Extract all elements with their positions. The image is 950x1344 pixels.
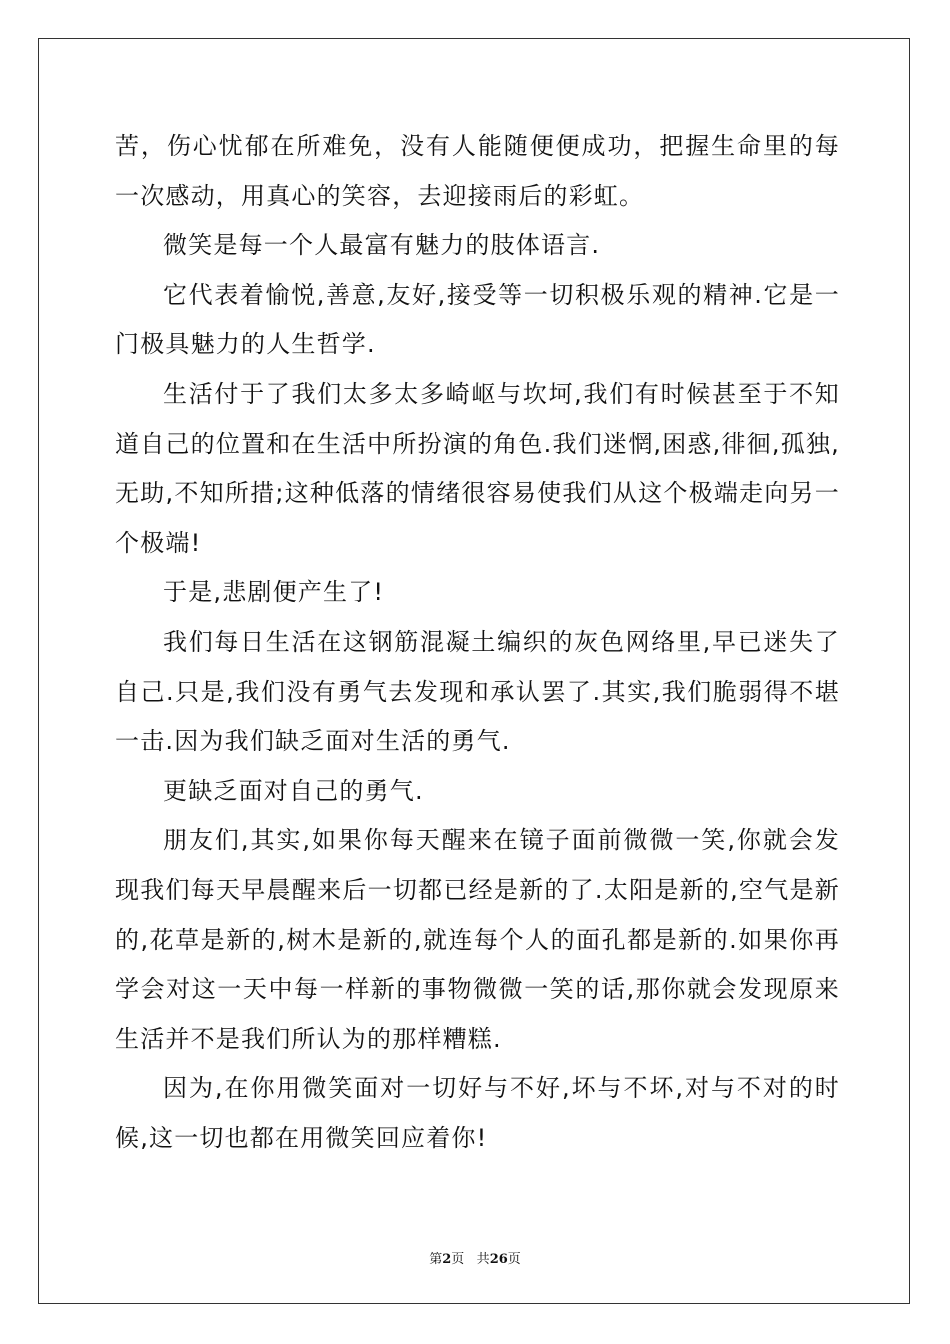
paragraph-9: 因为,在你用微笑面对一切好与不好,坏与不坏,对与不对的时候,这一切也都在用微笑回应着你! bbox=[115, 1074, 840, 1152]
paragraph-3: 它代表着愉悦,善意,友好,接受等一切积极乐观的精神.它是一门极具魅力的人生哲学. bbox=[115, 280, 840, 359]
footer-total-pages: 26 bbox=[489, 1252, 508, 1267]
paragraph-6: 我们每日生活在这钢筋混凝土编织的灰色网络里,早已迷失了自己.只是,我们没有勇气去发现和承认罢了.其实,我们脆弱得不堪一击.因为我们缺乏面对生活的勇气. bbox=[115, 627, 840, 756]
paragraph-1: 苦，伤心忧郁在所难免，没有人能随便便成功，把握生命里的每一次感动，用真心的笑容，去迎接雨后的彩虹。 bbox=[115, 132, 840, 210]
footer-page-prefix: 第 bbox=[429, 1252, 443, 1267]
paragraph-7: 更缺乏面对自己的勇气. bbox=[163, 776, 424, 805]
paragraph-2: 微笑是每一个人最富有魅力的肢体语言. bbox=[163, 231, 601, 260]
footer-page-suffix: 页 bbox=[451, 1252, 465, 1267]
paragraph-8: 朋友们,其实,如果你每天醒来在镜子面前微微一笑,你就会发现我们每天早晨醒来后一切都已经是新的了.太阳是新的,空气是新的,花草是新的,树木是新的,就连每个人的面孔都是新的.如果你再学会对这一天中每一样新的事物微微一笑的话,那你就会发现原来生活并不是我们所认为的那样糟糕. bbox=[115, 826, 840, 1053]
paragraph-4: 生活付于了我们太多太多崎岖与坎坷,我们有时候甚至于不知道自己的位置和在生活中所扮演的角色.我们迷惘,困惑,徘徊,孤独,无助,不知所措;这种低落的情绪很容易使我们从这个极端走向另一个极端! bbox=[115, 379, 840, 557]
paragraph-5: 于是,悲剧便产生了! bbox=[163, 578, 385, 607]
page-footer bbox=[0, 1248, 950, 1267]
footer-total-prefix: 共 bbox=[476, 1252, 490, 1267]
footer-separator bbox=[464, 1252, 476, 1267]
footer-page-number: 2 bbox=[442, 1252, 452, 1267]
document-body bbox=[115, 122, 840, 1163]
footer-total-suffix: 页 bbox=[507, 1252, 521, 1267]
